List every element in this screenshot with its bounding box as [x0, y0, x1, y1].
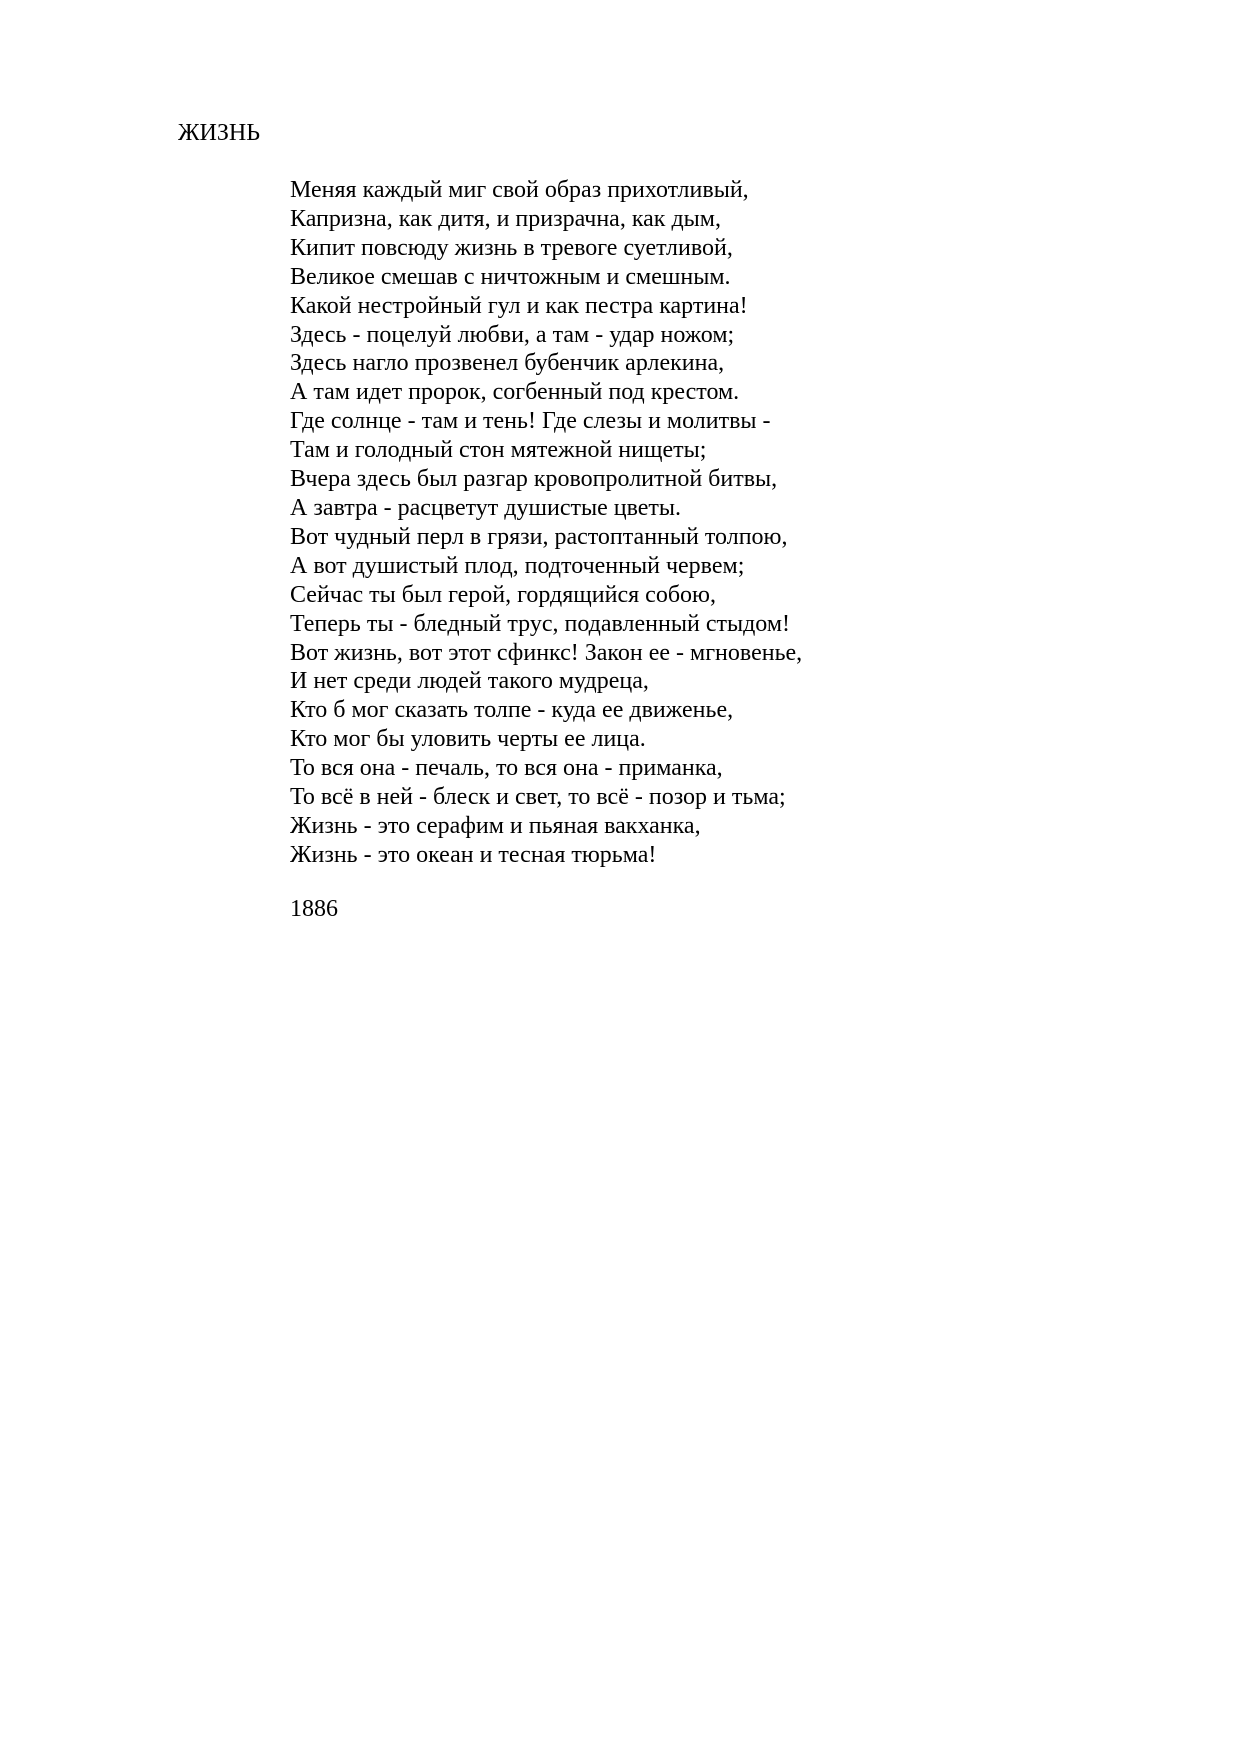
poem-line: Кто мог бы уловить черты ее лица. [290, 726, 646, 753]
poem-line: Кипит повсюду жизнь в тревоге суетливой, [290, 234, 733, 261]
poem-line: Жизнь - это серафим и пьяная вакханка, [290, 812, 701, 839]
poem-line: Вчера здесь был разгар кровопролитной битвы, [290, 466, 778, 493]
poem-line: Здесь нагло прозвенел бубенчик арлекина, [290, 350, 725, 377]
poem-line: А там идет пророк, согбенный под крестом. [290, 379, 740, 406]
poem-line: Жизнь - это океан и тесная тюрьма! [290, 841, 657, 868]
poem-line: Вот чудный перл в грязи, растоптанный толпою, [290, 523, 788, 550]
poem-body [290, 176, 802, 870]
poem-line: Теперь ты - бледный трус, подавленный стыдом! [290, 610, 791, 637]
poem-line: Там и голодный стон мятежной нищеты; [290, 437, 707, 464]
poem-line: Капризна, как дитя, и призрачна, как дым, [290, 205, 721, 232]
poem-line: Кто б мог сказать толпе - куда ее движенье, [290, 697, 734, 724]
poem-line: То вся она - печаль, то вся она - приманка, [290, 755, 723, 782]
poem-date: 1886 [290, 896, 338, 922]
poem-line: Здесь - поцелуй любви, а там - удар ножом; [290, 321, 735, 348]
poem-line: Вот жизнь, вот этот сфинкс! Закон ее - мгновенье, [290, 639, 803, 666]
poem-line: Какой нестройный гул и как пестра картина! [290, 292, 748, 319]
poem-line: То всё в ней - блеск и свет, то всё - позор и тьма; [290, 784, 786, 811]
poem-title: ЖИЗНЬ [178, 120, 260, 146]
poem-line: Меняя каждый миг свой образ прихотливый, [290, 177, 749, 203]
poem-line: А завтра - расцветут душистые цветы. [290, 494, 682, 521]
poem-line: И нет среди людей такого мудреца, [290, 668, 649, 695]
poem-line: Сейчас ты был герой, гордящийся собою, [290, 581, 716, 608]
poem-line: Великое смешав с ничтожным и смешным. [290, 263, 731, 290]
poem-line: Где солнце - там и тень! Где слезы и молитвы - [290, 408, 771, 435]
poem-line: А вот душистый плод, подточенный червем; [290, 552, 745, 579]
